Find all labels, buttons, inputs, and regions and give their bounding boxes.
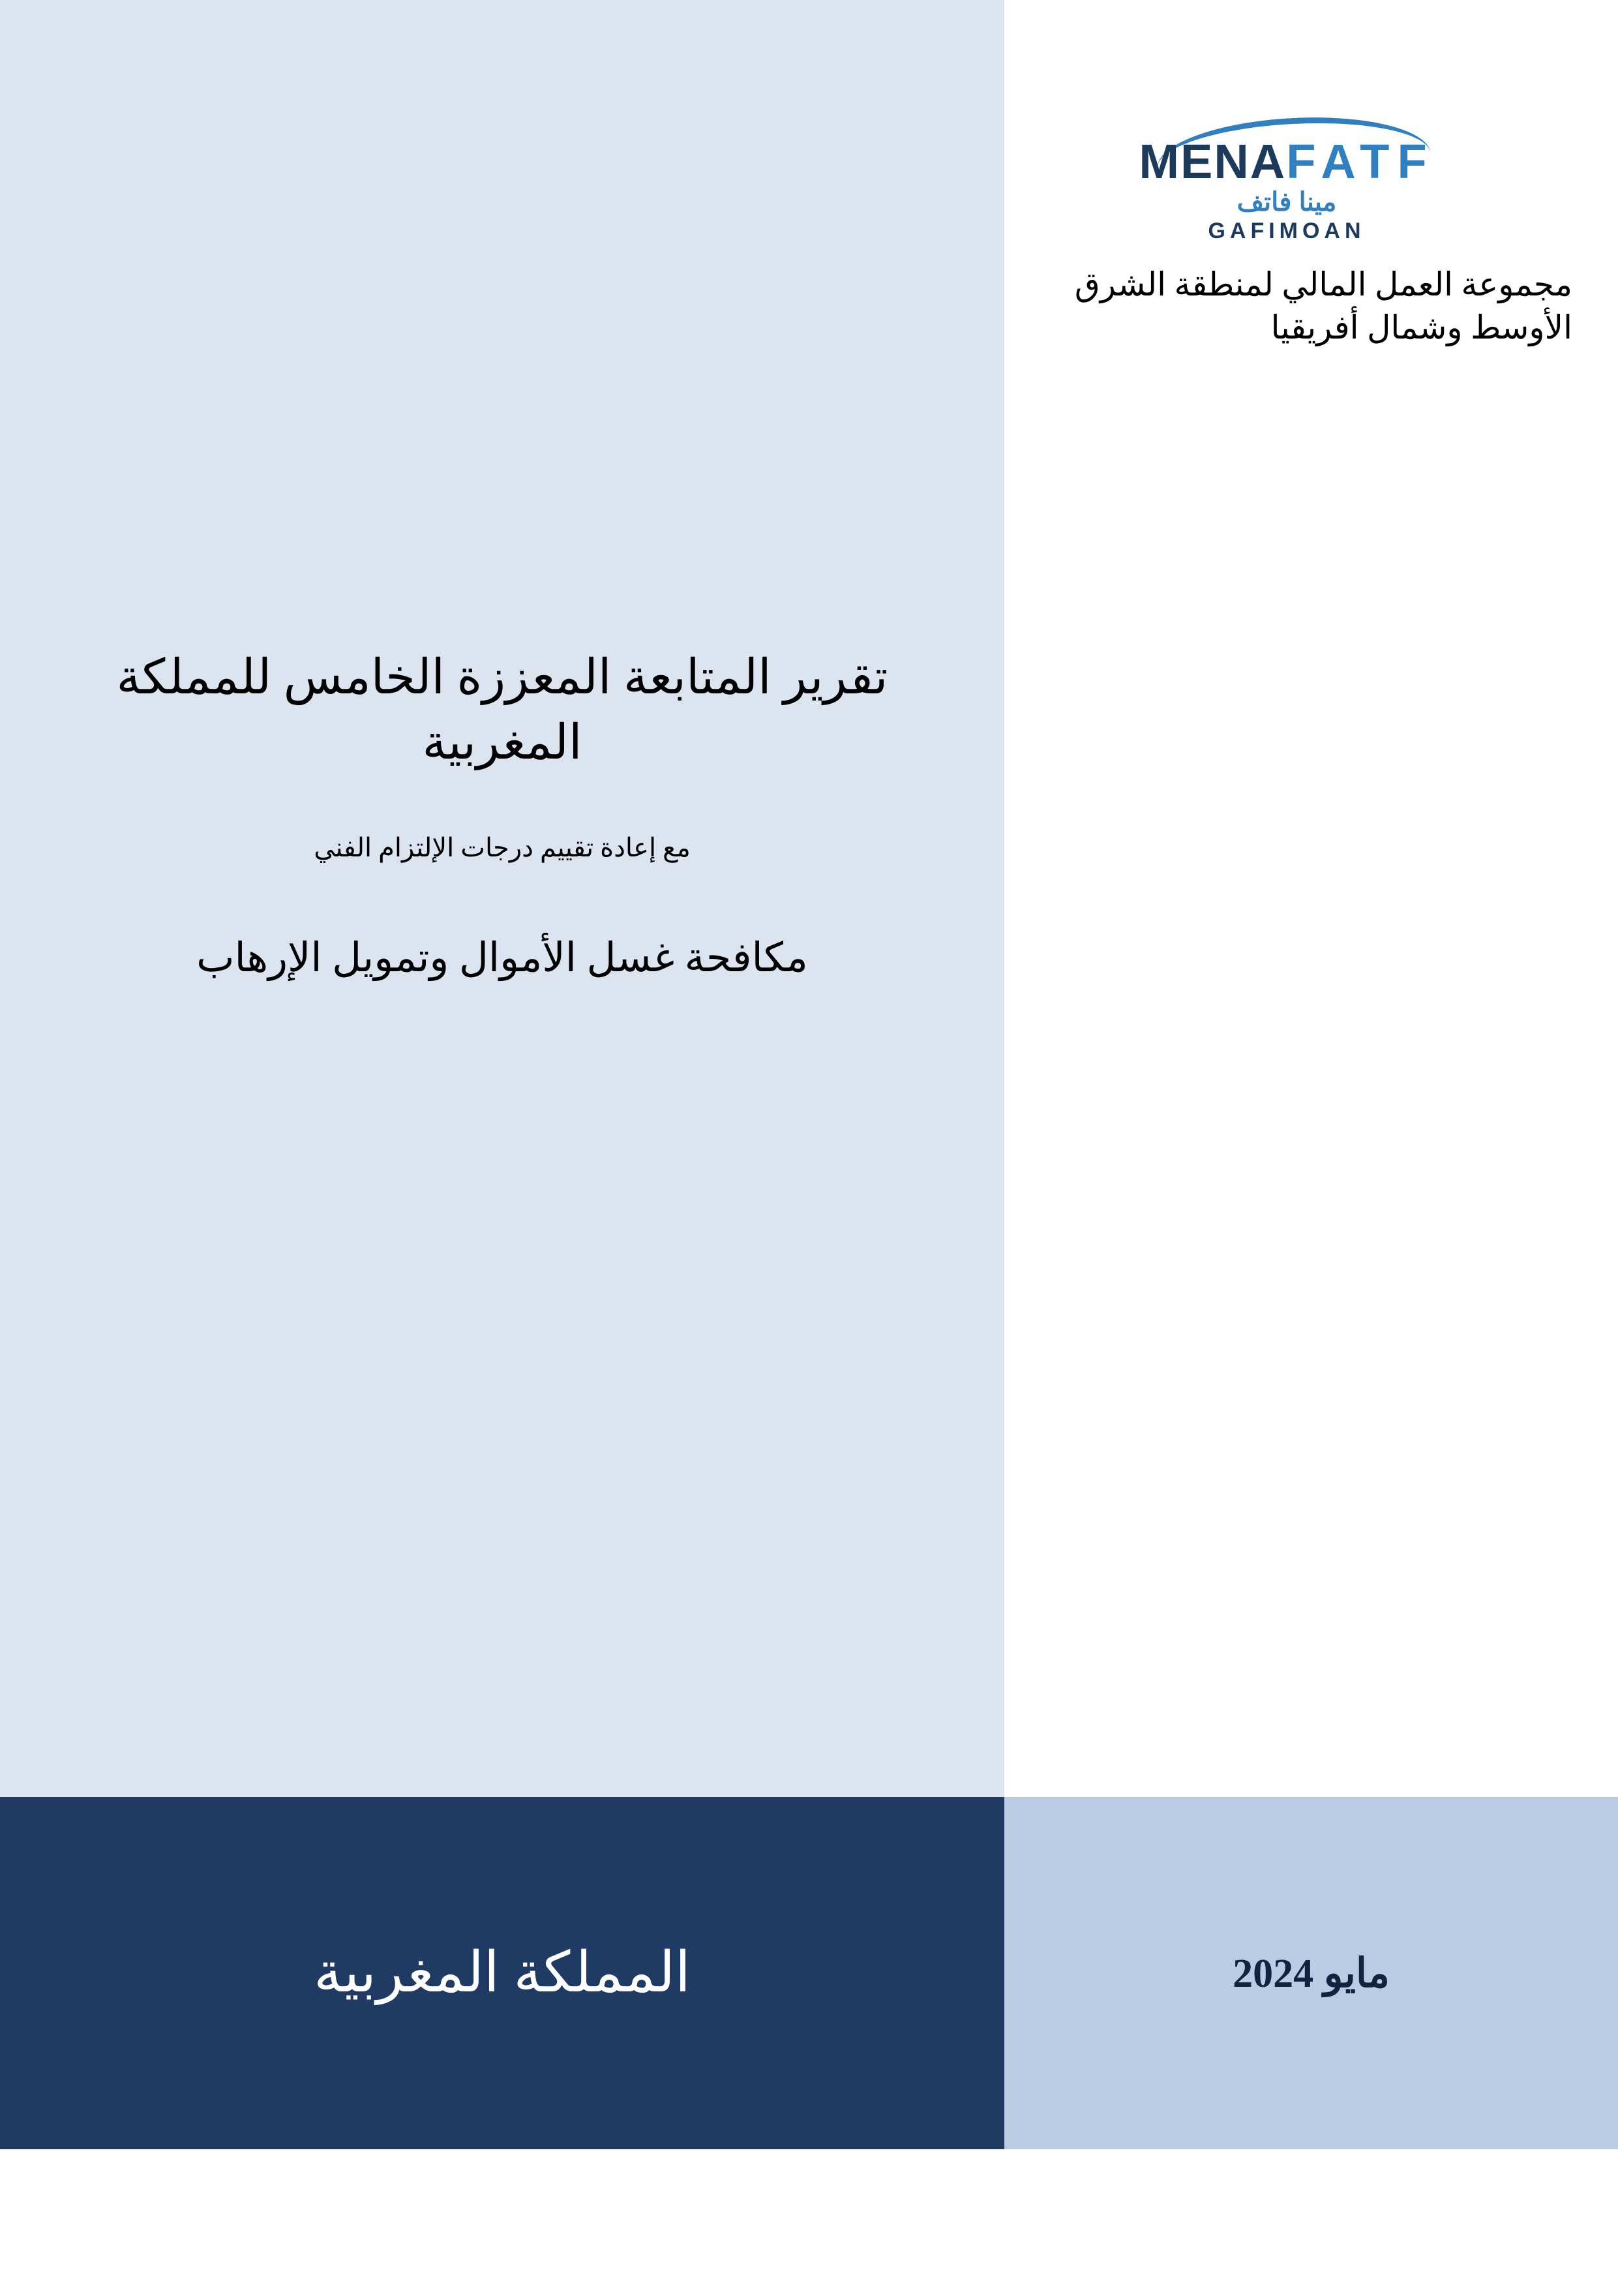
country-band: [0, 1797, 1004, 2149]
logo-arabic-mark: مينا فاتف: [1236, 188, 1337, 217]
logo-gafimoan-text: GAFIMOAN: [1208, 219, 1366, 243]
document-title: تقرير المتابعة المعززة الخامس للمملكة المغربية: [116, 651, 888, 770]
document-subtitle: مع إعادة تقييم درجات الإلتزام الفني: [314, 832, 691, 862]
cover-title-block: [0, 646, 1004, 982]
menafatf-logo: [1058, 114, 1515, 251]
page-footer-space: [0, 2149, 1618, 2296]
logo-mena-text: MENA: [1139, 134, 1287, 189]
date-band: [1004, 1797, 1618, 2149]
logo-fatf-text: FATF: [1286, 134, 1435, 189]
country-name: المملكة المغربية: [314, 1941, 691, 2004]
document-topic: مكافحة غسل الأموال وتمويل الإرهاب: [196, 935, 808, 980]
publication-date: مايو 2024: [1233, 1952, 1390, 1996]
menafatf-logo-block: [993, 114, 1580, 349]
logo-wordmark: [1058, 134, 1515, 189]
organization-name: مجموعة العمل المالي لمنطقة الشرق الأوسط وشمال أفريقيا: [1074, 266, 1572, 346]
